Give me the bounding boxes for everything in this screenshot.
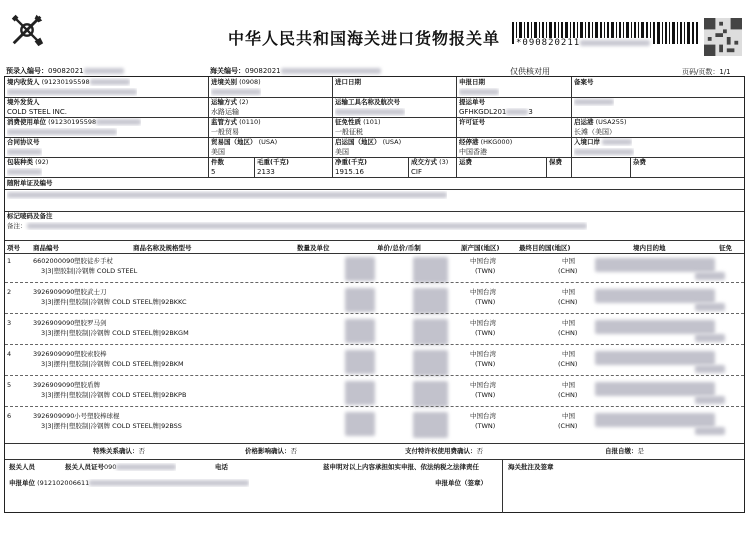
phone-label: 电话	[215, 463, 228, 471]
pieces-label: 件数	[211, 158, 224, 166]
dest-port-label: 启运港	[574, 118, 594, 126]
declare-date-label: 申报日期	[459, 78, 485, 86]
goods-item-dest: 中国	[562, 412, 575, 420]
goods-item-dest: 中国	[562, 381, 575, 389]
price-influence: 价格影响确认：否	[245, 447, 297, 455]
net-weight-value: 1915.16	[335, 168, 364, 176]
goods-item-no: 5	[7, 381, 12, 389]
goods-item-spec: 3|3|摆件|塑胶制|冷钢牌 COLD STEEL牌|92BKM	[41, 360, 184, 368]
qr-code	[704, 18, 742, 56]
redacted-levy	[695, 427, 725, 435]
goods-item-origin: 中国台湾	[470, 412, 496, 420]
goods-item-no: 2	[7, 288, 12, 296]
marks-label: 标记唛码及备注	[7, 212, 53, 220]
goods-item-origin-code: (TWN)	[475, 329, 496, 337]
col-qty: 数量及单位	[297, 244, 330, 252]
goods-item-dest-code: (CHN)	[558, 298, 578, 306]
document-title: 中华人民共和国海关进口货物报关单	[228, 29, 501, 48]
entry-port-label: 进境关别	[211, 78, 237, 86]
declarer-cert: 报关人员证号090	[65, 463, 176, 471]
contract-label: 合同协议号	[7, 138, 40, 146]
redacted-quantity	[345, 319, 375, 343]
goods-item-name: 塑胶罗马剑	[74, 319, 107, 327]
redacted-price	[413, 257, 448, 283]
misc-fee-label: 杂费	[633, 158, 646, 166]
preentry-number: 预录入编号：09082021	[6, 66, 124, 76]
vessel-label: 运输工具名称及航次号	[335, 98, 400, 106]
goods-item-name: 小号塑胶棒球棍	[74, 412, 120, 420]
row-divider	[5, 375, 744, 376]
goods-item-spec: 3|3|摆件|塑胶制|冷钢牌 COLD STEEL牌|92BSS	[41, 422, 182, 430]
redacted-levy	[695, 303, 725, 311]
redacted-quantity	[345, 288, 375, 312]
goods-item-no: 6	[7, 412, 12, 420]
goods-item-dest-code: (CHN)	[558, 422, 578, 430]
dest-port-value: 长滩（美国）	[574, 128, 616, 136]
goods-item-code: 3926909090	[33, 412, 75, 420]
gross-weight-label: 毛重(千克)	[257, 158, 289, 166]
goods-item-spec: 3|3|塑胶制|冷钢牌 COLD STEEL	[41, 267, 138, 275]
license-label: 许可证号	[459, 118, 485, 126]
goods-item-origin: 中国台湾	[470, 381, 496, 389]
trade-country-label: 贸易国（地区）	[211, 138, 257, 146]
bl-label: 提运单号	[459, 98, 485, 106]
goods-item-code: 3926909090	[33, 288, 75, 296]
goods-item-origin-code: (TWN)	[475, 298, 496, 306]
goods-item-dest: 中国	[562, 319, 575, 327]
redacted-quantity	[345, 257, 375, 281]
redacted-price	[413, 288, 448, 314]
redacted-domestic-dest	[595, 351, 715, 365]
redacted-domestic-dest	[595, 289, 715, 303]
goods-item-spec: 3|3|摆件|塑胶制|冷钢牌 COLD STEEL牌|92BKPB	[41, 391, 187, 399]
consignee-label: 境内收货人	[7, 78, 40, 86]
unit-seal-label: 申报单位（签章）	[435, 479, 487, 487]
customs-number: 海关编号：09082021	[210, 66, 381, 76]
transport-value: 水路运输	[211, 108, 239, 116]
goods-item-code: 3926909090	[33, 381, 75, 389]
redacted-price	[413, 350, 448, 376]
redacted-quantity	[345, 412, 375, 436]
col-name: 商品名称及规格型号	[133, 244, 192, 252]
col-no: 项号	[7, 244, 20, 252]
goods-item-no: 4	[7, 350, 12, 358]
goods-item-dest-code: (CHN)	[558, 329, 578, 337]
page-indicator: 页码/页数：1/1	[682, 68, 731, 76]
goods-item-code: 6602000090	[33, 257, 75, 265]
net-weight-label: 净重(千克)	[335, 158, 367, 166]
deal-value: CIF	[411, 168, 422, 176]
goods-item-code: 3926909090	[33, 350, 75, 358]
docs-label: 随附单证及编号	[7, 179, 53, 187]
redacted-domestic-dest	[595, 413, 715, 427]
row-divider	[5, 313, 744, 314]
transport-label: 运输方式	[211, 98, 237, 106]
goods-item-origin-code: (TWN)	[475, 267, 496, 275]
goods-item-origin-code: (TWN)	[475, 422, 496, 430]
redacted-price	[413, 381, 448, 407]
goods-item-no: 1	[7, 257, 12, 265]
levy-label: 征免性质	[335, 118, 361, 126]
goods-item-name: 塑胶徒步手杖	[74, 257, 113, 265]
goods-item-name: 塑胶索胶棒	[74, 350, 107, 358]
remark-label: 备注：	[7, 222, 27, 230]
origin-country-label: 启运国（地区）	[335, 138, 381, 146]
redacted-price	[413, 412, 448, 438]
goods-item-origin: 中国台湾	[470, 288, 496, 296]
redacted-domestic-dest	[595, 320, 715, 334]
royalty-confirm: 支付特许权使用费确认：否	[405, 447, 483, 455]
gross-weight-value: 2133	[257, 168, 275, 176]
goods-item-code: 3926909090	[33, 319, 75, 327]
stop-port-label: 经停港	[459, 138, 479, 146]
declare-unit: 申报单位 (912102006611	[9, 479, 249, 487]
goods-item-dest: 中国	[562, 350, 575, 358]
goods-item-dest-code: (CHN)	[558, 391, 578, 399]
goods-item-name: 塑胶盾牌	[74, 381, 100, 389]
shipper-label: 境外发货人	[7, 98, 40, 106]
entry-place-label: 入境口岸	[574, 138, 600, 146]
redacted-domestic-dest	[595, 382, 715, 396]
shipper-value: COLD STEEL INC.	[7, 108, 68, 116]
row-divider	[5, 406, 744, 407]
goods-item-origin: 中国台湾	[470, 257, 496, 265]
user-label: 消费使用单位	[7, 118, 46, 126]
package-label: 包装种类	[7, 158, 33, 166]
redacted-quantity	[345, 381, 375, 405]
goods-item-origin: 中国台湾	[470, 350, 496, 358]
redacted-levy	[695, 334, 725, 342]
goods-item-name: 塑胶武士刀	[74, 288, 107, 296]
stop-port-value: 中国香港	[459, 148, 487, 156]
declaration-form: 境内收货人 (91230195598 进境关别 (0908) 进口日期 申报日期 备案号 境外发货人 COLD STEEL INC. 运输方式 (2) 水路运输 运输工具名称及航次号 提运单号 GFHKGDL201 3 消费使用单位 (91230195598 监管方式 (0110) 一般贸易 征免性质 (101) 一般征税 许可证号 启运港 (USA255) 长滩（美国） 合同协议号 贸易国（地区） (USA) 美国 启运国（地区） (USA) 美国 经停港 (HKG000) 中国香港 入境口岸 包装种类 (92) 件数 5 毛重(千克) 2133 净重(千克) 1915.16 成交方式 (3) CIF 运费 保费 杂费 随附单证及编号 标记唛码及备注 备注： 项号 商品编号 商品名称及规格型号 数量及单位 单价/总价/币制 原产国(地区) 最终目的国(地区) 境内目的地 征免 1 6602000090 塑胶徒步手杖 3|3|塑胶制|冷钢牌 COLD STEEL 中国台湾 (TWN) 中国 (CHN) 2 3926909090 塑胶武士刀 3|3|摆件|塑胶制|冷钢牌 COLD STEEL牌|92BKKC 中国台湾 (TWN) 中国 (CHN) 3 3926909090 塑胶罗马剑 3|3|摆件|塑胶制|冷钢牌 COLD STEEL牌|92BKGM 中国台湾 (TWN) 中国 (CHN) 4 3926909090 塑胶索胶棒 3|3|摆件|塑胶制|冷钢牌 COLD STEEL牌|92BKM 中国台湾 (TWN) 中国 (CHN) 5 3926909090 塑胶盾牌 3|3|摆件|塑胶制|冷钢牌 COLD STEEL牌|92BKPB 中国台湾 (TWN) 中国 (CHN) 6 3926909090 小号塑胶棒球棍 3|3|摆件|塑胶制|冷钢牌 COLD STEEL牌|92BSS 中国台湾 (TWN) 中国 (CHN) 特殊关系确认：否 价格影响确认：否 支付特许权使用费确认：否 自报自缴：是 报关人员 报关人员证号090 电话 兹申明对以上内容承担如实申报、依法纳税之法律责任 海关批注及签章 申报单位 (912102006611 申报单位（签章）	[4, 76, 745, 513]
goods-item-dest: 中国	[562, 257, 575, 265]
row-divider	[5, 282, 744, 283]
goods-item-no: 3	[7, 319, 12, 327]
import-date-label: 进口日期	[335, 78, 361, 86]
verification-note: 仅供核对用	[510, 67, 550, 76]
col-origin: 原产国(地区)	[461, 244, 500, 252]
goods-item-spec: 3|3|摆件|塑胶制|冷钢牌 COLD STEEL牌|92BKKC	[41, 298, 187, 306]
goods-item-dest: 中国	[562, 288, 575, 296]
redacted-quantity	[345, 350, 375, 374]
redacted-levy	[695, 396, 725, 404]
col-final-dest: 最终目的国(地区)	[519, 244, 571, 252]
record-no-label: 备案号	[574, 78, 594, 86]
insurance-label: 保费	[549, 158, 562, 166]
pieces-value: 5	[211, 168, 216, 176]
redacted-levy	[695, 365, 725, 373]
self-declare: 自报自缴：是	[605, 447, 644, 455]
goods-item-origin: 中国台湾	[470, 319, 496, 327]
goods-item-spec: 3|3|摆件|塑胶制|冷钢牌 COLD STEEL牌|92BKGM	[41, 329, 189, 337]
col-code: 商品编号	[33, 244, 59, 252]
redacted-levy	[695, 272, 725, 280]
col-price: 单价/总价/币制	[377, 244, 421, 252]
barcode-number: *090820211	[514, 38, 652, 48]
goods-item-origin-code: (TWN)	[475, 360, 496, 368]
freight-label: 运费	[459, 158, 472, 166]
trade-country-value: 美国	[211, 148, 225, 156]
goods-item-origin-code: (TWN)	[475, 391, 496, 399]
customs-emblem-icon	[8, 10, 46, 50]
row-divider	[5, 344, 744, 345]
col-levy: 征免	[719, 244, 732, 252]
supervision-value: 一般贸易	[211, 128, 239, 136]
origin-country-value: 美国	[335, 148, 349, 156]
bl-value: GFHKGDL201 3	[459, 108, 533, 116]
goods-item-dest-code: (CHN)	[558, 360, 578, 368]
col-domestic-dest: 境内目的地	[633, 244, 666, 252]
redacted-price	[413, 319, 448, 345]
goods-item-dest-code: (CHN)	[558, 267, 578, 275]
redacted-domestic-dest	[595, 258, 715, 272]
declarer-label: 报关人员	[9, 463, 35, 471]
legal-statement: 兹申明对以上内容承担如实申报、依法纳税之法律责任	[323, 463, 479, 471]
special-relation: 特殊关系确认：否	[93, 447, 145, 455]
customs-note-label: 海关批注及签章	[508, 463, 554, 471]
deal-label: 成交方式	[411, 158, 437, 166]
levy-value: 一般征税	[335, 128, 363, 136]
supervision-label: 监管方式	[211, 118, 237, 126]
